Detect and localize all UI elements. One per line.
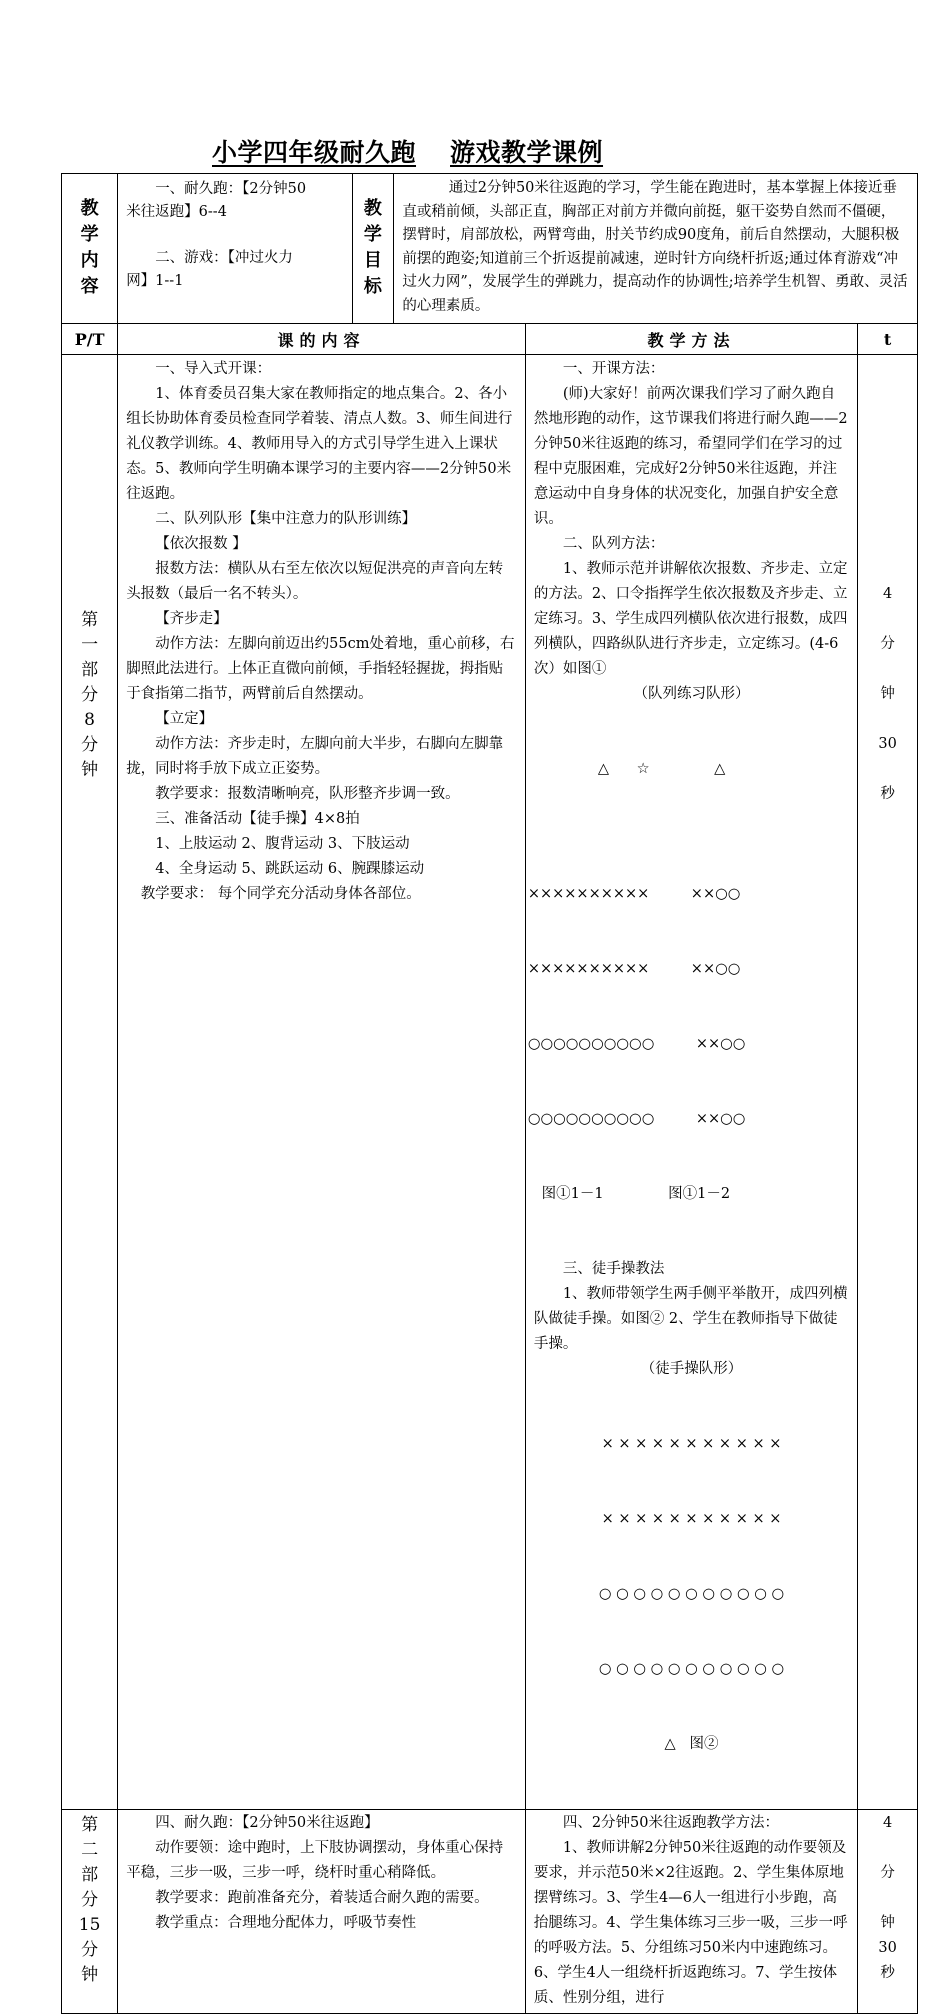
header-row [62, 174, 918, 324]
part1-time: 4 分 钟 30 秒 [858, 355, 918, 1810]
teaching-goal: 通过2分钟50米往返跑的学习，学生能在跑进时，基本掌握上体接近垂直或稍前倾，头部正直，胸部正对前方并微向前挺，躯干姿势自然而不僵硬，摆臂时，肩部放松，两臂弯曲，肘关节约成90度角，前后自然摆动，大腿积极前摆的跑姿;知道前三个折返提前减速，逆时针方向绕杆折返;通过体育游戏“冲过火力网”，发展学生的弹跳力，提高动作的协调性;培养学生机智、勇敢、灵活的心理素质。 [394, 174, 918, 324]
page-title [212, 133, 603, 169]
column-header-row [62, 324, 918, 355]
title-part1: 小学四年级耐久跑 [212, 138, 417, 167]
formation-diagram-1: △ ☆ △ [597, 761, 726, 777]
goal-label: 教 学 目 标 [352, 174, 394, 324]
col-header-content: 课的内容 [118, 324, 526, 355]
part1-content: 一、导入式开课： 1、体育委员召集大家在教师指定的地点集合。2、各小组长协助体育委员检查同学着装、清点人数。3、师生间进行礼仪教学训练。4、教师用导入的方式引导学生进入上课状态。5、教师向学生明确本课学习的主要内容——2分钟50米往返跑。 二、队列队形【集中注意力的队形训练】 【依次报数 】 报数方法：横队从右至左依次以短促洪亮的声音向左转头报数（最后一名不转头）。 【齐步走】 动作方法：左脚向前迈出约55cm处着地，重心前移，右脚照此法进行。上体正直微向前倾，手指轻轻握拢，拇指贴于食指第二指节，两臂前后自然摆动。 【立定】 动作方法：齐步走时，左脚向前大半步，右脚向左脚靠拢，同时将手放下成立正姿势。 教学要求：报数清晰响亮，队形整齐步调一致。 三、准备活动【徒手操】4×8拍 1、上肢运动 2、腹背运动 3、下肢运动 4、全身运动 5、跳跃运动 6、腕踝膝运动 教学要求： 每个同学充分活动身体各部位。 [118, 355, 526, 1810]
col-header-t: t [858, 324, 918, 355]
content-label: 教 学 内 容 [62, 174, 118, 324]
part2-label: 第 二 部 分 15 分 钟 [62, 1810, 118, 2014]
formation-diagram-2: × × × × × × × × × × × × × × × × × × × × × × ○ ○ ○ ○ ○ ○ ○ ○ ○ ○ ○ ○ ○ ○ ○ ○ ○ ○ ○ ○ ○ ○ △ 图② [598, 1436, 785, 1752]
part2-row [62, 1810, 918, 2014]
col-header-method: 教学方法 [525, 324, 857, 355]
part1-method: 一、开课方法： (师)大家好！前两次课我们学习了耐久跑自然地形跑的动作，这节课我们将进行耐久跑——2分钟50米往返跑的练习，希望同学们在学习的过程中克服困难，完成好2分钟50米往返跑，并注意运动中自身身体的状况变化，加强自护安全意识。 二、队列方法： 1、教师示范并讲解依次报数、齐步走、立定的方法。2、口令指挥学生依次报数及齐步走、立定练习。3、学生成四列横队依次进行报数，成四列横队，四路纵队进行齐步走，立定练习。(4-6次）如图① （队列练习队形） △ ☆ △ ×××××××××× ××○○ ×××××××××× ××○○ ○○○○○○○○○○ ××○○ ○○○○○○○○○○ ××○○ 图①1－1 图①1－2 三、徒手操教法 1、教师带领学生两手侧平举散开，成四列横队做徒手操。如图② 2、学生在教师指导下做徒手操。 （徒手操队形） × × × × × × × × × × × × × × × × × × × × × × ○ ○ ○ ○ ○ ○ ○ ○ ○ ○ ○ ○ ○ ○ ○ ○ ○ ○ ○ ○ ○ ○ △ 图② [525, 355, 857, 1810]
part2-method: 四、2分钟50米往返跑教学方法： 1、教师讲解2分钟50米往返跑的动作要领及要求，并示范50米×2往返跑。2、学生集体原地摆臂练习。3、学生4—6人一组进行小步跑，高抬腿练习。4、学生集体练习三步一吸，三步一呼的呼吸方法。5、分组练习50米内中速跑练习。6、学生4人一组绕杆折返跑练习。7、学生按体质、性别分组，进行 [525, 1810, 857, 2014]
part1-label: 第 一 部 分 8 分 钟 [62, 355, 118, 1810]
title-part2: 游戏教学课例 [450, 138, 604, 167]
part2-time: 4 分 钟 30 秒 [858, 1810, 918, 2014]
lesson-plan-table [61, 173, 918, 2014]
col-header-pt: P/T [62, 324, 118, 355]
lesson-content-summary: 一、耐久跑：【2分钟50 米往返跑】6--4 二、游戏：【冲过火力 网】1--1 [118, 174, 352, 324]
part2-content: 四、耐久跑：【2分钟50米往返跑】 动作要领：途中跑时，上下肢协调摆动，身体重心保持平稳，三步一吸，三步一呼，绕杆时重心稍降低。 教学要求：跑前准备充分，着装适合耐久跑的需要。 教学重点：合理地分配体力，呼吸节奏性 [118, 1810, 526, 2014]
part1-row [62, 355, 918, 1810]
